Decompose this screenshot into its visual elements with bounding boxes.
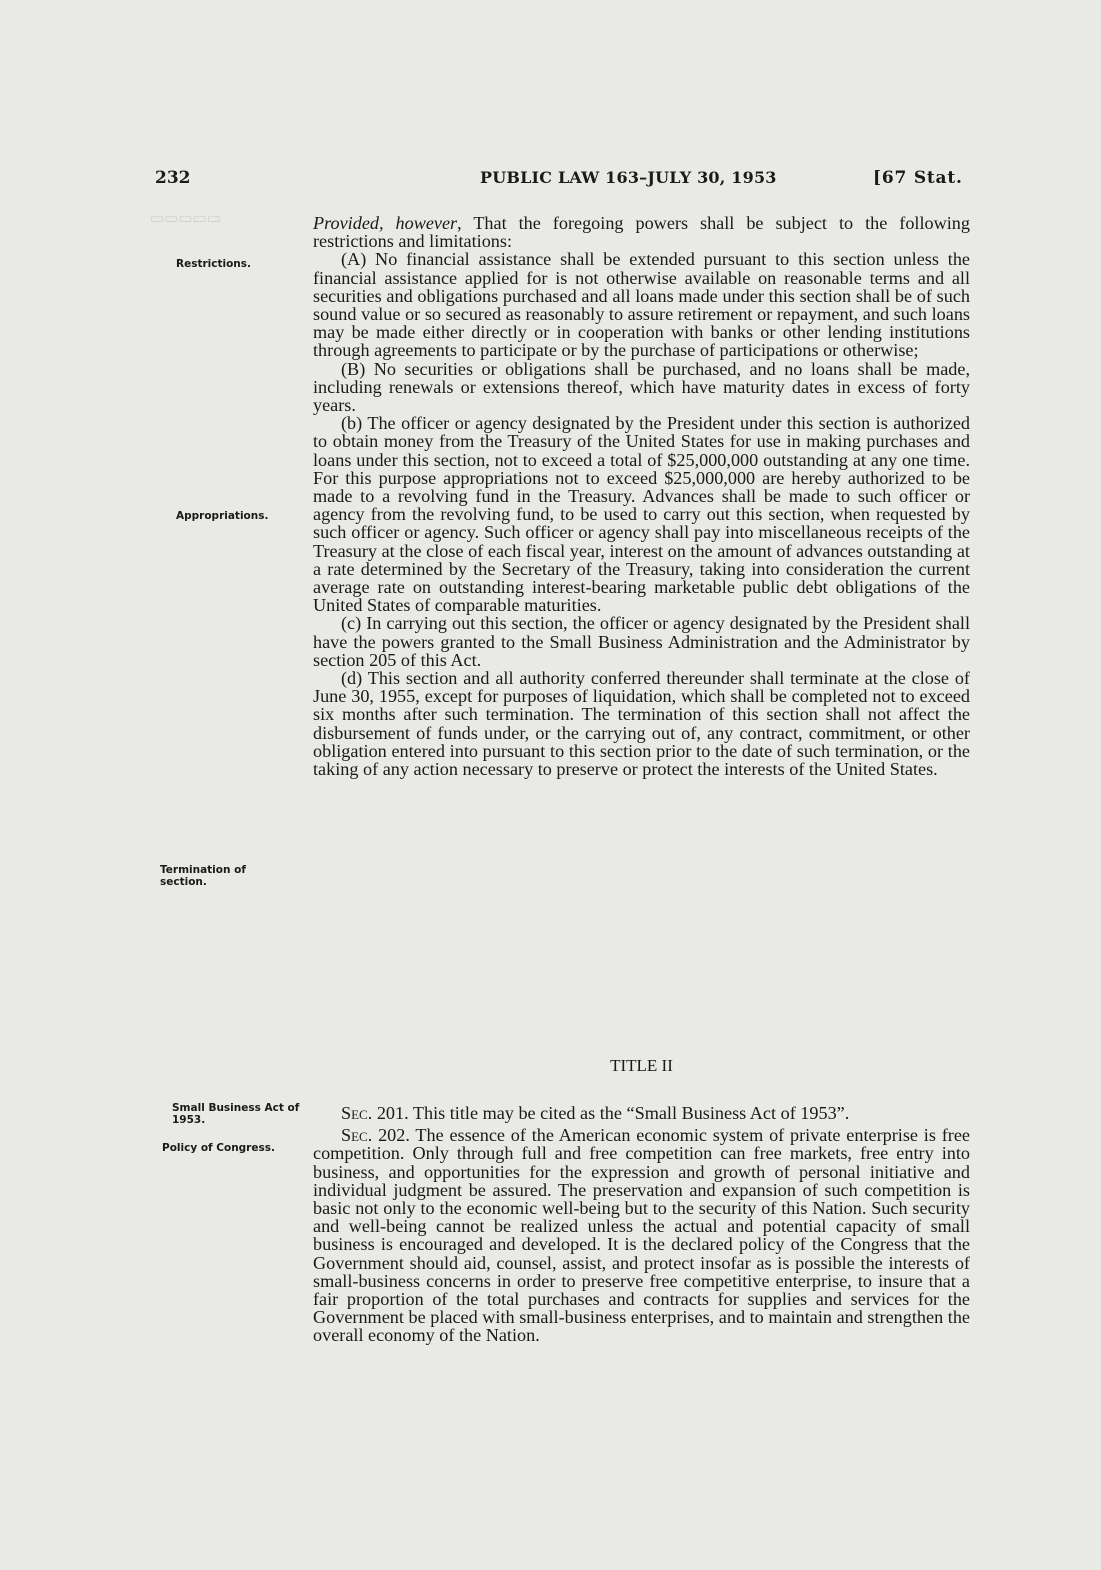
paragraph-b-lower: (b) The officer or agency designated by the President under this section is authorized to obtain money from the Treasury of the United States for use in making purchases and loans under this section, not to exceed a total of $25,000,000 outstanding at any one time. For this purpose appropriations not to exceed $25,000,000 are hereby authorized to be made to a revolving fund in the Treasury. Advances shall be made to such officer or agency from the revolving fund, to be used to carry out this section, when requested by such officer or agency. Such officer or agency shall pay into miscellaneous receipts of the Treasury at the close of each fiscal year, interest on the amount of advances outstanding at a rate determined by the Secretary of the Treasury, taking into consideration the current average rate on outstanding interest-bearing marketable public debt obligations of the United States of comparable maturities. <box>313 413 970 616</box>
page-number: 232 <box>155 168 191 188</box>
page-header <box>155 168 1100 194</box>
margin-note-restrictions: Restrictions. <box>176 258 252 270</box>
section-202 <box>313 1126 970 1344</box>
section-202-text: The essence of the American economic system of private enterprise is free competition. Only through full and free competition can free markets, free entry into business, and opportunities for the expression and growth of personal initiative and individual judgment be assured. The preservation and expansion of such competition is basic not only to the economic well-being but to the security of this Nation. Such security and well-being cannot be realized unless the actual and potential capacity of small business is encouraged and developed. It is the declared policy of the Congress that the Government should aid, counsel, assist, and protect insofar as is possible the interests of small-business concerns in order to preserve free competitive enterprise, to insure that a fair proportion of the total purchases and contracts for supplies and services for the Government be placed with small-business enterprises, and to maintain and strengthen the overall economy of the Nation. <box>313 1125 970 1346</box>
proviso-paragraph <box>313 214 970 250</box>
margin-note-appropriations: Appropriations. <box>176 510 269 522</box>
section-201 <box>313 1104 970 1122</box>
section-202-label: Sec. 202. <box>341 1125 410 1146</box>
paragraph-a: (A) No financial assistance shall be extended pursuant to this section unless the financial assistance applied for is not otherwise available on reasonable terms and all securities and obligations purchased and all loans made under this section shall be of such sound value or so secured as reasonably to assure retirement or repayment, and such loans may be made either directly or in cooperation with banks or other lending institutions through agreements to participate or by the purchase of participations or otherwise; <box>313 249 970 361</box>
margin-note-termination: Termination of section. <box>160 864 246 888</box>
body-upper <box>313 214 970 778</box>
title-heading: TITLE II <box>610 1056 673 1075</box>
section-201-text: This title may be cited as the “Small Business Act of 1953”. <box>408 1103 850 1123</box>
paragraph-b-upper: (B) No securities or obligations shall be purchased, and no loans shall be made, including renewals or extensions thereof, which have maturity dates in excess of forty years. <box>313 358 970 416</box>
margin-note-policy: Policy of Congress. <box>162 1142 275 1154</box>
paragraph-d: (d) This section and all authority conferred thereunder shall terminate at the close of June 30, 1955, except for purposes of liquidation, which shall be completed not to exceed six months after such termination. The termination of this section shall not affect the disbursement of funds under, or the carrying out of, any contract, commitment, or other obligation entered into pursuant to this section prior to the date of such termination, or the taking of any action necessary to preserve or protect the interests of the United States. <box>313 668 970 780</box>
margin-note-small-business-act: Small Business Act of 1953. <box>172 1102 300 1126</box>
bleed-through: ▭▭▭▭▭ <box>150 211 221 227</box>
paragraph-c: (c) In carrying out this section, the officer or agency designated by the President shall have the powers granted to the Small Business Administration and the Administrator by section 205 of this Act. <box>313 613 970 670</box>
proviso-italic: Provided, however <box>313 213 458 233</box>
body-lower <box>313 1104 970 1345</box>
section-201-label: Sec. 201. <box>341 1103 409 1123</box>
running-head: PUBLIC LAW 163–JULY 30, 1953 <box>480 168 777 187</box>
proviso-rest: , That the foregoing powers shall be subject to the following restrictions and limitations: <box>313 213 970 252</box>
statute-reference: [67 Stat. <box>873 168 963 188</box>
